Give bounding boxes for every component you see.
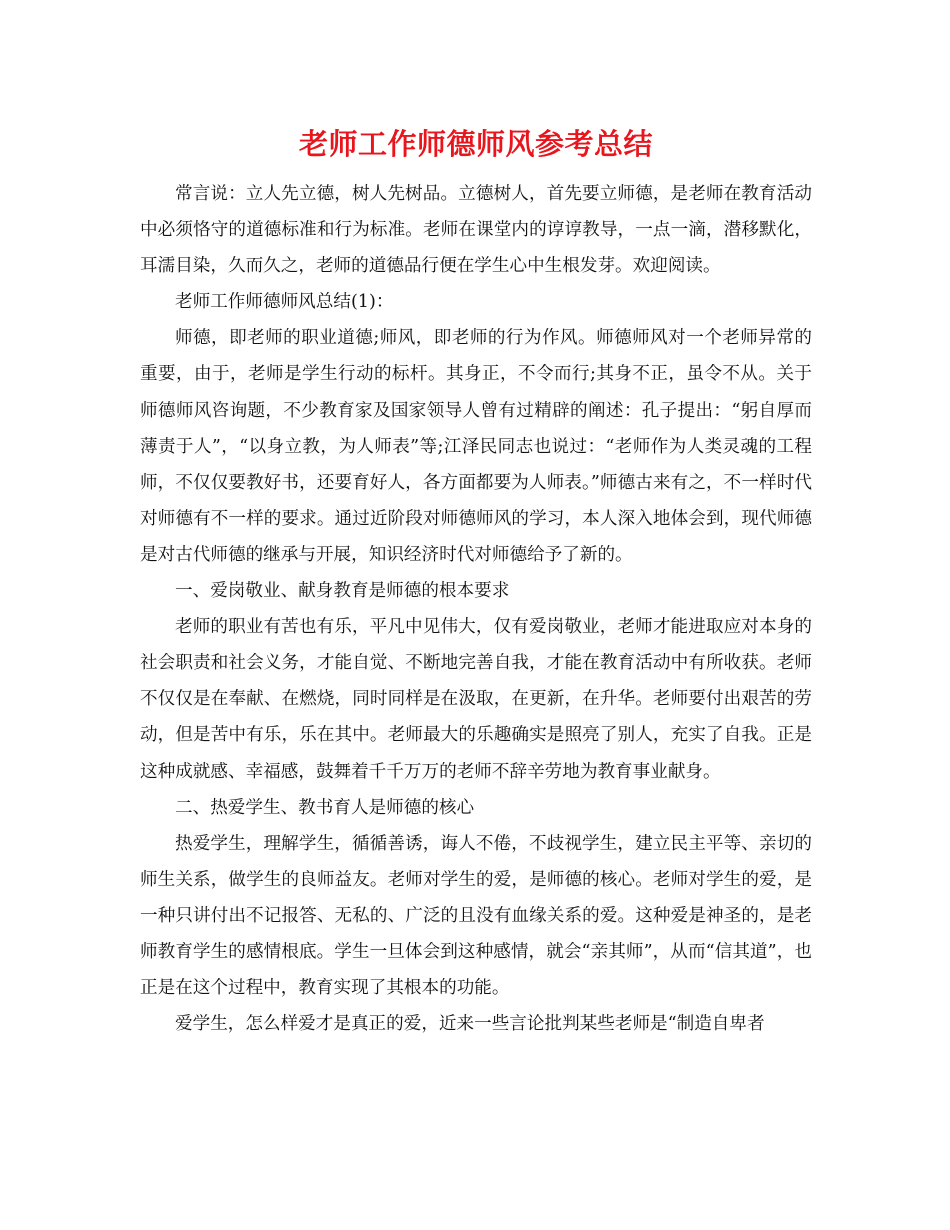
body-paragraph-dedication: 老师的职业有苦也有乐，平凡中见伟大，仅有爱岗敬业，老师才能进取应对本身的社会职责和社会义务，才能自觉、不断地完善自我，才能在教育活动中有所收获。老师不仅仅是在奉献、在燃烧，同时同样是在汲取，在更新，在升华。老师要付出艰苦的劳动，但是苦中有乐，乐在其中。老师最大的乐趣确实是照亮了别人，充实了自我。正是这种成就感、幸福感，鼓舞着千千万万的老师不辞辛劳地为教育事业献身。 (140, 617, 812, 782)
section-heading-2: 二、热爱学生、教书育人是师德的核心 (175, 797, 475, 818)
body-paragraph-definition: 师德，即老师的职业道德;师风，即老师的行为作风。师德师风对一个老师异常的重要，由于，老师是学生行动的标杆。其身正，不令而行;其身不正，虽令不从。关于师德师风咨询题，不少教育家及国家领导人曾有过精辟的阐述：孔子提出：“躬自厚而薄责于人”，“以身立教，为人师表”等;江泽民同志也说过：“老师作为人类灵魂的工程师，不仅仅要教好书，还要育好人，各方面都要为人师表。”师德古来有之，不一样时代对师德有不一样的要求。通过近阶段对师德师风的学习，本人深入地体会到，现代师德是对古代师德的继承与开展，知识经济时代对师德给予了新的。 (140, 328, 812, 565)
body-paragraph-love-students: 热爱学生，理解学生，循循善诱，诲人不倦，不歧视学生，建立民主平等、亲切的师生关系，做学生的良师益友。老师对学生的爱，是师德的核心。老师对学生的爱，是一种只讲付出不记报答、无私的、广泛的且没有血缘关系的爱。这种爱是神圣的，是老师教育学生的感情根底。学生一旦体会到这种感情，就会“亲其师”，从而“信其道”，也正是在这个过程中，教育实现了其根本的功能。 (140, 833, 812, 999)
intro-paragraph: 常言说：立人先立德，树人先树品。立德树人，首先要立师德，是老师在教育活动中必须恪守的道德标准和行为标准。老师在课堂内的谆谆教导，一点一滴，潜移默化，耳濡目染，久而久之，老师的道德品行便在学生心中生根发芽。欢迎阅读。 (140, 184, 812, 277)
body-paragraph-continued: 爱学生，怎么样爱才是真正的爱，近来一些言论批判某些老师是“制造自卑者 (175, 1014, 765, 1035)
section-heading-summary-1: 老师工作师德师风总结(1)： (175, 292, 394, 313)
document-page (140, 118, 812, 1042)
section-heading-1: 一、爱岗敬业、献身教育是师德的根本要求 (175, 581, 510, 602)
document-title: 老师工作师德师风参考总结 (298, 127, 653, 161)
